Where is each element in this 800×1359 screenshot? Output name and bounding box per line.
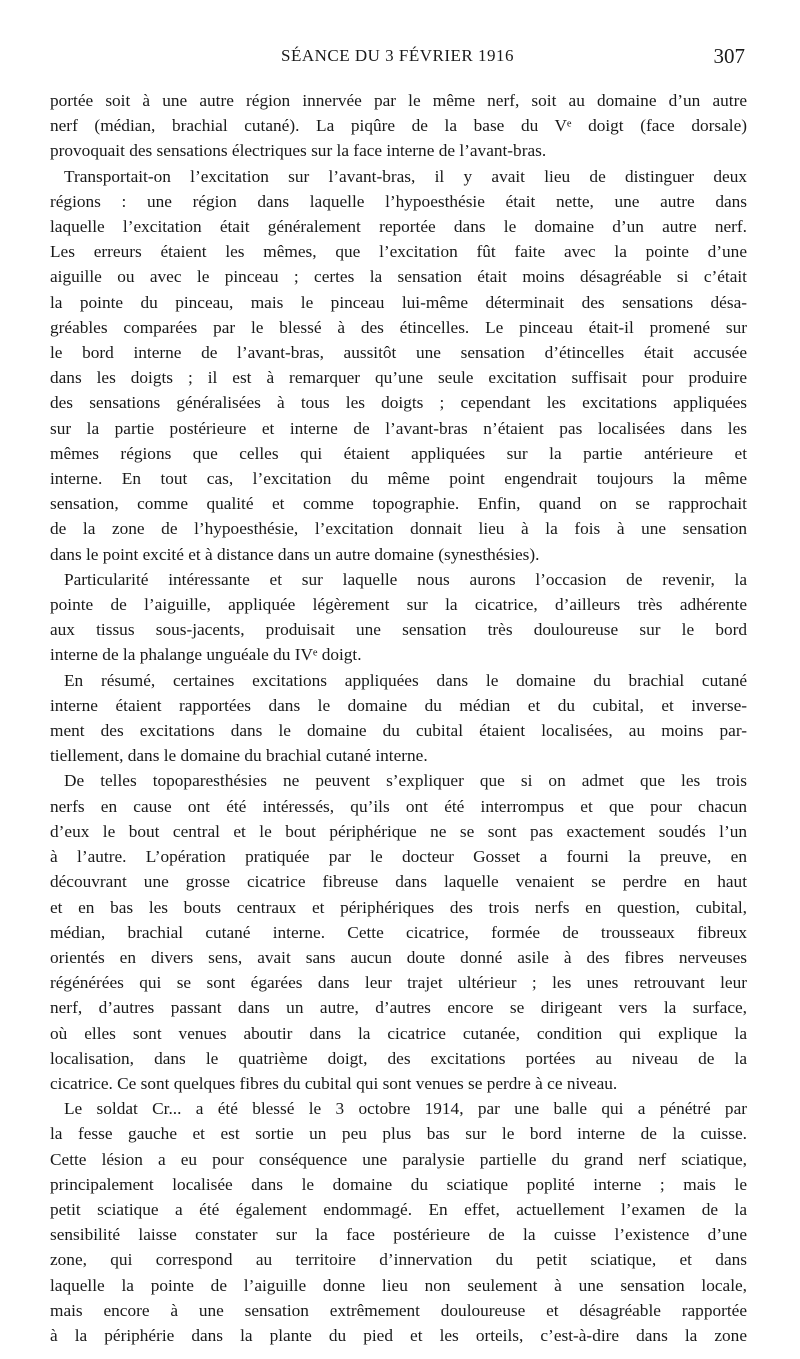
text-line: En résumé, certaines excitations appliquées dans le domaine du brachial cutané bbox=[64, 670, 747, 690]
text-line: nerf (médian, brachial cutané). La piqûre de la base du Vᵉ doigt (face dorsale) bbox=[50, 116, 747, 136]
text-line: localisation, dans le quatrième doigt, des excitations portées au niveau de la bbox=[50, 1048, 747, 1068]
text-line: et en bas les bouts centraux et périphériques des trois nerfs en question, cubital, bbox=[50, 897, 747, 917]
text-line: dans les doigts ; il est à remarquer qu’une seule excitation suffisait pour produire bbox=[50, 368, 747, 388]
text-line: petit sciatique a été également endommagé. En effet, actuellement l’examen de la bbox=[50, 1199, 747, 1219]
text-line: à l’autre. L’opération pratiquée par le docteur Gosset a fourni la preuve, en bbox=[50, 847, 747, 867]
text-line: médian, brachial cutané interne. Cette cicatrice, formée de trousseaux fibreux bbox=[50, 922, 747, 942]
text-line: principalement localisée dans le domaine du sciatique poplité interne ; mais le bbox=[50, 1174, 747, 1194]
text-line: ment des excitations dans le domaine du cubital étaient localisées, au moins par- bbox=[50, 721, 747, 741]
text-line: la fesse gauche et est sortie un peu plus bas sur le bord interne de la cuisse. bbox=[50, 1124, 747, 1144]
text-line: portée soit à une autre région innervée par le même nerf, soit au domaine d’un autre bbox=[50, 91, 747, 110]
text-line: interne de la phalange unguéale du IVᵉ doigt. bbox=[50, 645, 362, 665]
text-line: zone, qui correspond au territoire d’innervation du petit sciatique, et dans bbox=[50, 1250, 747, 1270]
page-number: 307 bbox=[713, 44, 745, 68]
text-line: De telles topoparesthésies ne peuvent s’expliquer que si on admet que les trois bbox=[64, 771, 747, 791]
text-line: laquelle la pointe de l’aiguille donne lieu non seulement à une sensation locale, bbox=[50, 1275, 747, 1295]
text-line: interne étaient rapportées dans le domaine du médian et du cubital, et inverse- bbox=[50, 695, 747, 715]
text-line: pointe de l’aiguille, appliquée légèrement sur la cicatrice, d’ailleurs très adhérente bbox=[50, 595, 747, 615]
text-line: orientés en divers sens, avait sans aucun doute donné asile à des fibres nerveuses bbox=[50, 947, 747, 967]
text-line: régions : une région dans laquelle l’hypoesthésie était nette, une autre dans bbox=[50, 191, 747, 211]
text-line: mêmes régions que celles qui étaient appliquées sur la partie antérieure et bbox=[50, 443, 747, 463]
text-line: aux tissus sous-jacents, produisait une sensation très douloureuse sur le bord bbox=[50, 620, 747, 640]
text-line: aiguille ou avec le pinceau ; certes la sensation était moins désagréable si c’était bbox=[50, 267, 747, 287]
text-line: provoquait des sensations électriques sur la face interne de l’avant-bras. bbox=[50, 141, 547, 161]
text-line: Transportait-on l’excitation sur l’avant-bras, il y avait lieu de distinguer deux bbox=[64, 166, 747, 186]
body-text bbox=[50, 88, 747, 1348]
text-line: Particularité intéressante et sur laquelle nous aurons l’occasion de revenir, la bbox=[64, 569, 747, 589]
text-line: où elles sont venues aboutir dans la cicatrice cutanée, condition qui explique la bbox=[50, 1023, 747, 1043]
header-title: SÉANCE DU 3 FÉVRIER 1916 bbox=[280, 46, 514, 65]
text-line: de la zone de l’hypoesthésie, l’excitation donnait lieu à la fois à une sensation bbox=[50, 519, 747, 539]
text-line: tiellement, dans le domaine du brachial cutané interne. bbox=[50, 746, 428, 766]
text-line: nerfs en cause ont été intéressés, qu’ils ont été interrompus et que pour chacun bbox=[50, 796, 747, 816]
text-line: dans le point excité et à distance dans un autre domaine (synesthésies). bbox=[50, 544, 540, 564]
text-line: sur la partie postérieure et interne de l’avant-bras n’étaient pas localisées dans les bbox=[50, 418, 747, 438]
text-line: à la périphérie dans la plante du pied et les orteils, c’est-à-dire dans la zone bbox=[50, 1325, 747, 1345]
text-line: le bord interne de l’avant-bras, aussitôt une sensation d’étincelles était accusée bbox=[50, 343, 747, 363]
text-line: gréables comparées par le blessé à des étincelles. Le pinceau était-il promené sur bbox=[50, 317, 747, 337]
running-header bbox=[50, 44, 745, 74]
text-line: nerf, d’autres passant dans un autre, d’autres encore se dirigeant vers la surface, bbox=[50, 998, 747, 1018]
text-line: mais encore à une sensation extrêmement douloureuse et désagréable rapportée bbox=[50, 1300, 747, 1320]
text-line: cicatrice. Ce sont quelques fibres du cubital qui sont venues se perdre à ce niveau. bbox=[50, 1073, 618, 1093]
text-line: Cette lésion a eu pour conséquence une paralysie partielle du grand nerf sciatique, bbox=[50, 1149, 747, 1169]
text-line: la pointe du pinceau, mais le pinceau lui-même déterminait des sensations désa- bbox=[50, 292, 747, 312]
text-line: découvrant une grosse cicatrice fibreuse dans laquelle venaient se perdre en haut bbox=[50, 872, 747, 892]
text-line: Les erreurs étaient les mêmes, que l’excitation fût faite avec la pointe d’une bbox=[50, 242, 747, 262]
text-line: d’eux le bout central et le bout périphérique ne se sont pas exactement soudés l’un bbox=[50, 821, 747, 841]
text-line: régénérées qui se sont égarées dans leur trajet ultérieur ; les unes retrouvant leur bbox=[50, 973, 747, 993]
text-line: sensation, comme qualité et comme topographie. Enfin, quand on se rapprochait bbox=[50, 494, 747, 514]
text-line: laquelle l’excitation était généralement reportée dans le domaine d’un autre nerf. bbox=[50, 217, 747, 237]
text-line: interne. En tout cas, l’excitation du même point engendrait toujours la même bbox=[50, 469, 747, 489]
text-line: sensibilité laisse constater sur la face postérieure de la cuisse l’existence d’une bbox=[50, 1225, 747, 1245]
text-line: Le soldat Cr... a été blessé le 3 octobre 1914, par une balle qui a pénétré par bbox=[64, 1099, 747, 1119]
text-line: des sensations généralisées à tous les doigts ; cependant les excitations appliquées bbox=[50, 393, 747, 413]
